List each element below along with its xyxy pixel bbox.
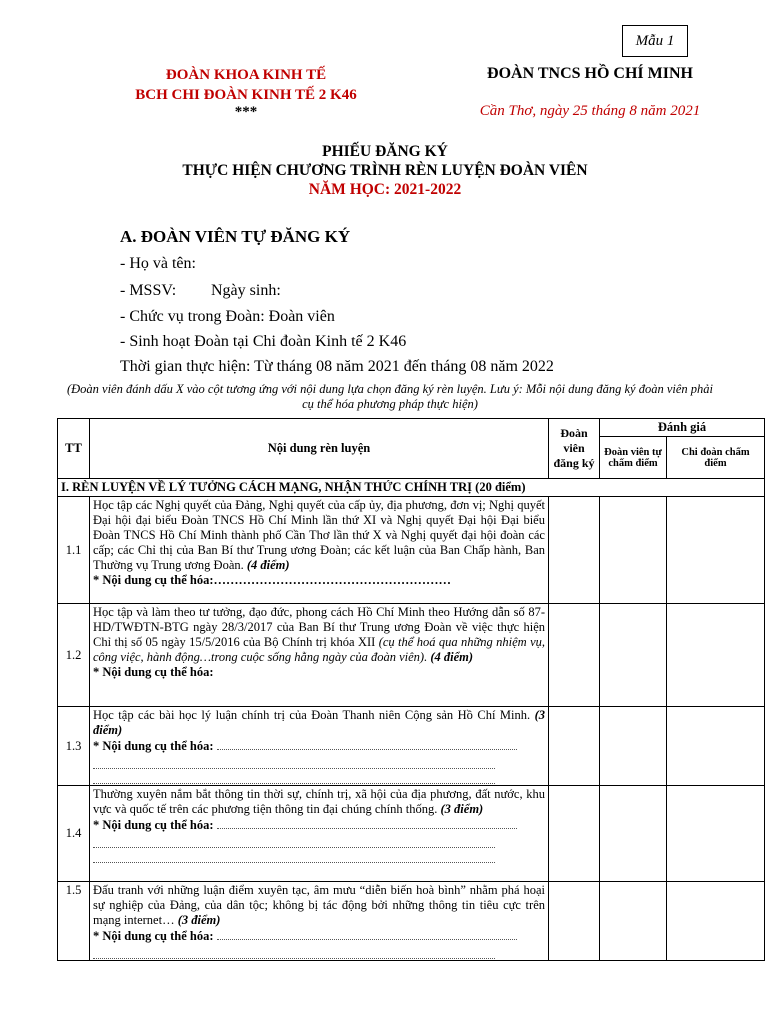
form-code: Mẫu 1 bbox=[635, 32, 675, 49]
field-mssv: - MSSV: bbox=[120, 282, 177, 299]
row-points: (3 điểm) bbox=[93, 708, 545, 737]
row-text: Học tập các bài học lý luận chính trị của Đoàn Thanh niên Cộng sản Hồ Chí Minh. bbox=[93, 708, 531, 722]
row-number: 1.3 bbox=[58, 707, 90, 786]
self-score-cell[interactable] bbox=[600, 707, 667, 786]
title-line2: THỰC HIỆN CHƯƠNG TRÌNH RÈN LUYỆN ĐOÀN VIÊN bbox=[182, 162, 588, 179]
dotted-line[interactable] bbox=[217, 928, 517, 940]
row-content bbox=[90, 707, 549, 786]
row-text: Học tập các Nghị quyết của Đảng, Nghị quyết của cấp ủy, địa phương, đơn vị; Nghị quyết Đại hội đại biểu Đoàn TNCS Hồ Chí Minh lần thứ XI và Nghị quyết Đại hội Đại biểu Đoàn TNCS Hồ Chí Minh thành phố Cần Thơ lần thứ X và Nghị quyết đại hội đoàn các cấp; các Chỉ thị của Ban Bí thư Trung ương Đoàn; các kết luận của Ban Chấp hành, Ban Thường vụ Trung ương Đoàn. bbox=[93, 498, 545, 572]
table-row bbox=[58, 707, 765, 786]
register-cell[interactable] bbox=[549, 707, 600, 786]
header-evaluation: Đánh giá bbox=[600, 419, 765, 437]
register-cell[interactable] bbox=[549, 604, 600, 707]
table-row bbox=[58, 786, 765, 882]
org-right: ĐOÀN TNCS HỒ CHÍ MINH bbox=[487, 65, 693, 82]
specify-label: * Nội dung cụ thể hóa: bbox=[93, 929, 214, 943]
self-score-cell[interactable] bbox=[600, 604, 667, 707]
specify-label: * Nội dung cụ thể hóa: bbox=[93, 818, 214, 832]
org-left-line1: ĐOÀN KHOA KINH TẾ bbox=[165, 67, 327, 83]
row-number: 1.2 bbox=[58, 604, 90, 707]
row-points: (3 điểm) bbox=[177, 913, 221, 927]
branch-score-cell[interactable] bbox=[667, 882, 765, 961]
row-text: Đấu tranh với những luận điểm xuyên tạc, âm mưu “diễn biến hoà bình” nhằm phá hoại sự nghiệp của Đảng, của dân tộc; không bị tác động bởi những thông tin tiêu cực trên mạng internet… bbox=[93, 883, 545, 927]
row-text: Học tập và làm theo tư tưởng, đạo đức, phong cách Hồ Chí Minh theo Hướng dẫn số 87-HD/TWĐTN-BTG ngày 28/3/2017 của Ban Bí thư Trung ương Đoàn về việc thực hiện Chỉ thị số 05 ngày 15/5/2016 của Bộ Chính trị khóa XII bbox=[93, 605, 545, 649]
row-text: Thường xuyên nắm bắt thông tin thời sự, chính trị, xã hội của địa phương, đất nước, khu vực và quốc tế trên các phương tiện thông tin đại chúng chính thống. bbox=[93, 787, 545, 816]
title-line3: NĂM HỌC: 2021-2022 bbox=[308, 181, 462, 198]
registration-table bbox=[57, 418, 765, 961]
dotted-line[interactable] bbox=[93, 944, 495, 959]
field-position: - Chức vụ trong Đoàn: Đoàn viên bbox=[120, 308, 335, 325]
header-content: Nội dung rèn luyện bbox=[90, 419, 549, 479]
dotted-line[interactable] bbox=[93, 754, 495, 769]
self-score-cell[interactable] bbox=[600, 497, 667, 604]
header-tt: TT bbox=[58, 419, 90, 479]
row-content bbox=[90, 882, 549, 961]
row-content bbox=[90, 604, 549, 707]
org-left-stars: *** bbox=[234, 104, 258, 120]
row-content bbox=[90, 497, 549, 604]
register-cell[interactable] bbox=[549, 497, 600, 604]
row-points: (4 điểm) bbox=[430, 650, 474, 664]
instruction-note: (Đoàn viên đánh dấu X vào cột tương ứng với nội dung lựa chọn đăng ký rèn luyện. Lưu ý: Mỗi nội dung đăng ký đoàn viên phải cụ thể hóa phương pháp thực hiện) bbox=[66, 382, 714, 411]
branch-score-cell[interactable] bbox=[667, 786, 765, 882]
self-score-cell[interactable] bbox=[600, 882, 667, 961]
dotted-line[interactable] bbox=[217, 738, 517, 750]
register-cell[interactable] bbox=[549, 786, 600, 882]
dotted-line[interactable] bbox=[217, 817, 517, 829]
field-dob: Ngày sinh: bbox=[211, 282, 281, 299]
table-row bbox=[58, 882, 765, 961]
specify-dots: ………………………………………………… bbox=[213, 573, 452, 587]
row-points: (4 điểm) bbox=[246, 558, 290, 572]
row-number: 1.4 bbox=[58, 786, 90, 882]
section-a-heading: A. ĐOÀN VIÊN TỰ ĐĂNG KÝ bbox=[120, 227, 351, 246]
branch-score-cell[interactable] bbox=[667, 604, 765, 707]
specify-label: * Nội dung cụ thể hóa: bbox=[93, 665, 214, 679]
branch-score-cell[interactable] bbox=[667, 707, 765, 786]
row-content bbox=[90, 786, 549, 882]
dotted-line[interactable] bbox=[93, 848, 495, 863]
field-period: Thời gian thực hiện: Từ tháng 08 năm 2021 đến tháng 08 năm 2022 bbox=[120, 358, 554, 375]
section-i-title: I. RÈN LUYỆN VỀ LÝ TƯỞNG CÁCH MẠNG, NHẬN THỨC CHÍNH TRỊ (20 điểm) bbox=[58, 479, 765, 497]
title-line1: PHIẾU ĐĂNG KÝ bbox=[322, 143, 448, 160]
form-code-box bbox=[622, 25, 688, 57]
dotted-line[interactable] bbox=[93, 769, 495, 784]
row-number: 1.1 bbox=[58, 497, 90, 604]
dotted-line[interactable] bbox=[93, 833, 495, 848]
row-number: 1.5 bbox=[58, 882, 90, 961]
field-name: - Họ và tên: bbox=[120, 255, 196, 272]
header-register: Đoàn viên đăng ký bbox=[549, 419, 600, 479]
table-row bbox=[58, 497, 765, 604]
specify-label: * Nội dung cụ thể hóa: bbox=[93, 573, 214, 587]
org-left-line2: BCH CHI ĐOÀN KINH TẾ 2 K46 bbox=[135, 87, 357, 103]
place-date: Cần Thơ, ngày 25 tháng 8 năm 2021 bbox=[479, 103, 701, 119]
specify-label: * Nội dung cụ thể hóa: bbox=[93, 739, 214, 753]
header-branch-score: Chi đoàn chấm điểm bbox=[667, 437, 765, 479]
self-score-cell[interactable] bbox=[600, 786, 667, 882]
row-comment: (cụ thể hoá qua những nhiệm vụ, công việc, hành động…trong cuộc sống hằng ngày của đoàn viên). bbox=[93, 635, 546, 664]
branch-score-cell[interactable] bbox=[667, 497, 765, 604]
row-points: (3 điểm) bbox=[440, 802, 484, 816]
field-branch: - Sinh hoạt Đoàn tại Chi đoàn Kinh tế 2 K46 bbox=[120, 333, 407, 350]
header-self-score: Đoàn viên tự chấm điểm bbox=[600, 437, 667, 479]
register-cell[interactable] bbox=[549, 882, 600, 961]
table-row bbox=[58, 604, 765, 707]
